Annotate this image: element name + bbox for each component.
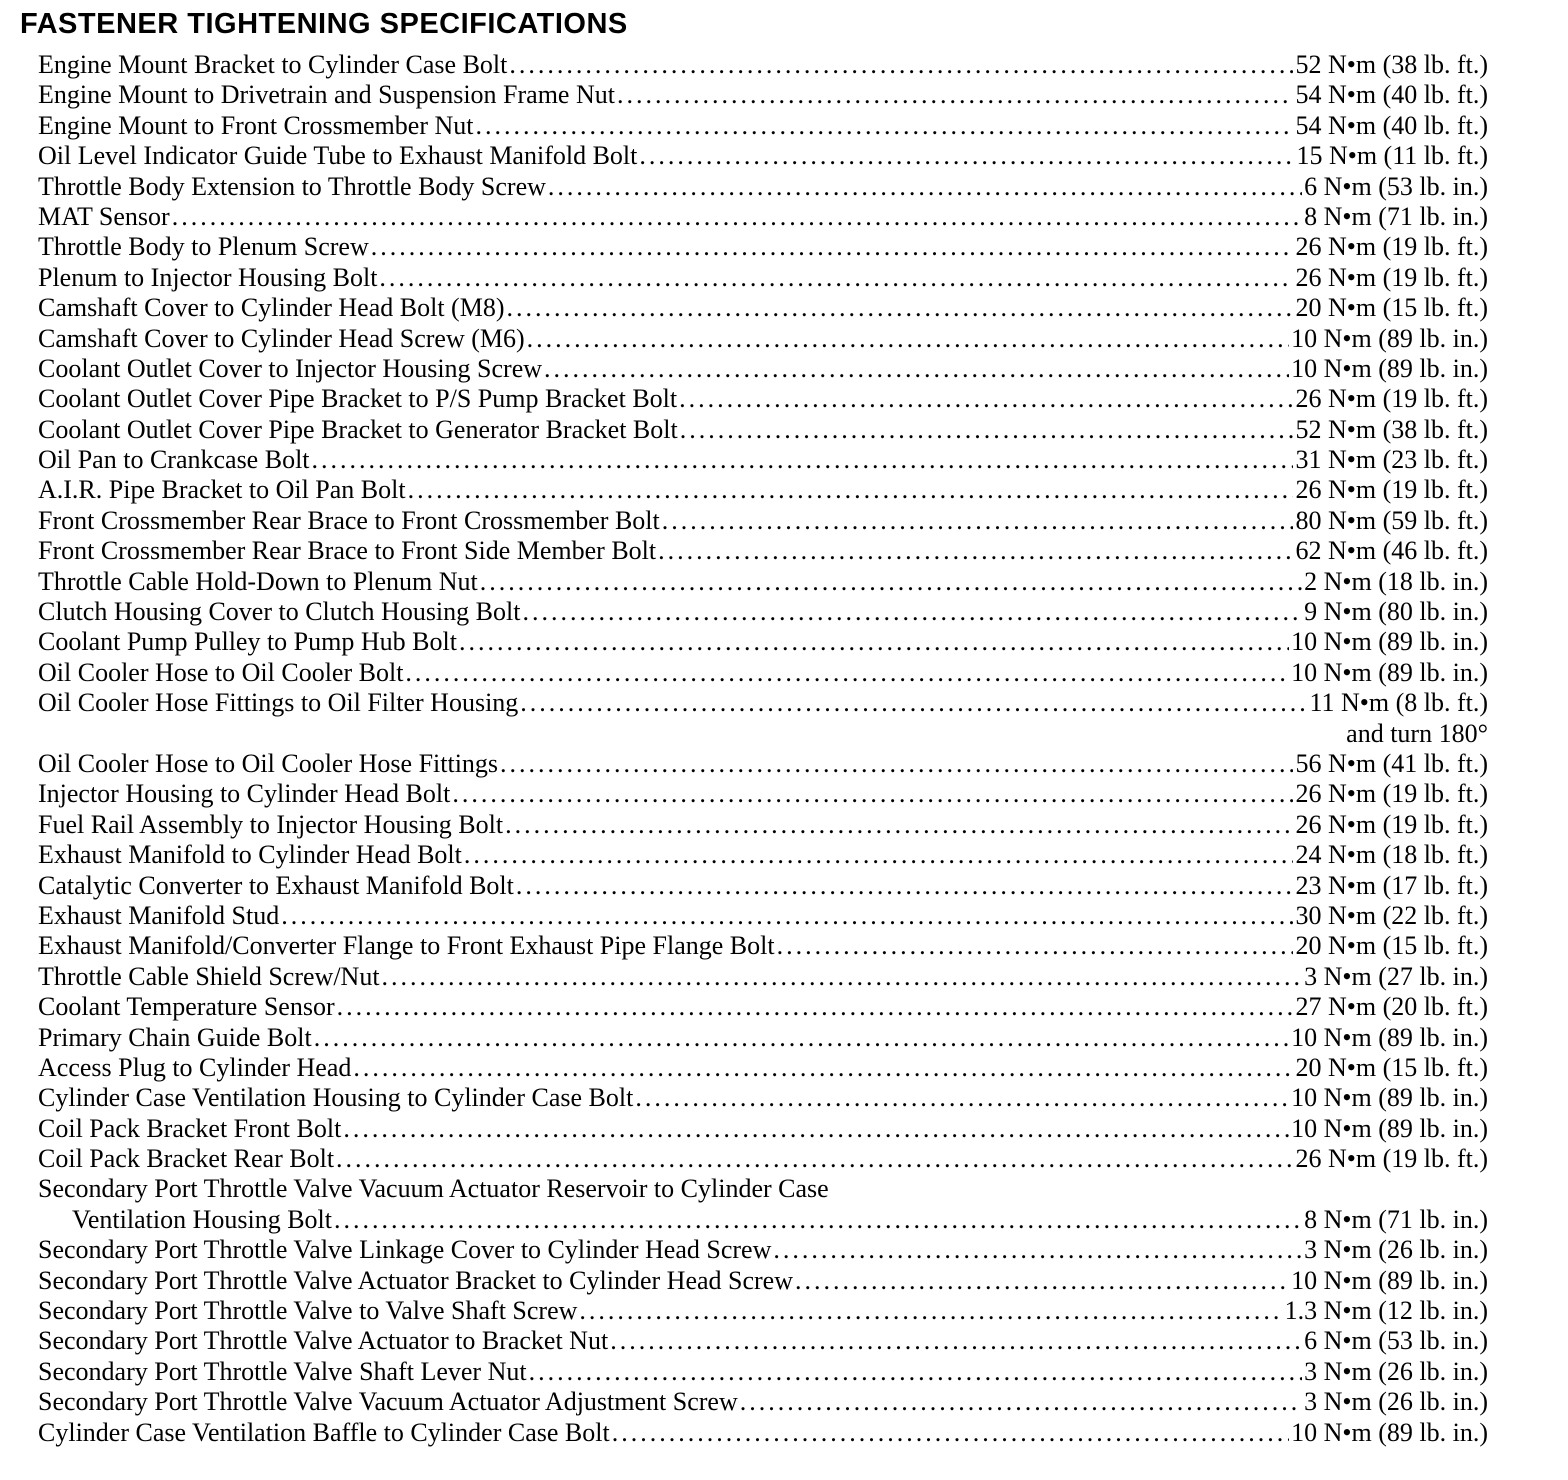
spec-value: 62 N•m (46 lb. ft.): [1295, 536, 1488, 566]
dot-leader: [500, 749, 1293, 779]
spec-row: [38, 80, 1488, 110]
spec-value: 20 N•m (15 lb. ft.): [1295, 931, 1488, 961]
dot-leader: [464, 840, 1294, 870]
spec-row: [38, 141, 1488, 171]
spec-label: Coolant Outlet Cover Pipe Bracket to Generator Bracket Bolt: [38, 414, 678, 444]
spec-label: Secondary Port Throttle Valve to Valve Shaft Screw: [38, 1296, 578, 1326]
spec-value: 80 N•m (59 lb. ft.): [1295, 505, 1488, 535]
dot-leader: [679, 384, 1293, 414]
dot-leader: [343, 1114, 1289, 1144]
spec-label: Injector Housing to Cylinder Head Bolt: [38, 779, 451, 809]
dot-leader: [408, 475, 1294, 505]
spec-label: Coolant Temperature Sensor: [38, 992, 335, 1022]
spec-value: 3 N•m (27 lb. in.): [1304, 961, 1488, 991]
spec-row: [38, 1387, 1488, 1417]
spec-value: 26 N•m (19 lb. ft.): [1295, 475, 1488, 505]
spec-label: Secondary Port Throttle Valve Actuator Bracket to Cylinder Head Screw: [38, 1265, 794, 1295]
spec-label: Secondary Port Throttle Valve Vacuum Actuator Adjustment Screw: [38, 1387, 738, 1417]
spec-value: 8 N•m (71 lb. in.): [1304, 1204, 1488, 1234]
spec-value: 10 N•m (89 lb. in.): [1291, 353, 1488, 383]
spec-row: [38, 384, 1488, 414]
spec-value: 3 N•m (26 lb. in.): [1304, 1235, 1488, 1265]
spec-label: Oil Pan to Crankcase Bolt: [38, 445, 310, 475]
spec-value: 8 N•m (71 lb. in.): [1304, 201, 1488, 231]
spec-label: Oil Cooler Hose to Oil Cooler Hose Fittings: [38, 748, 499, 778]
dot-leader: [658, 536, 1293, 566]
spec-label: Camshaft Cover to Cylinder Head Bolt (M8): [38, 293, 505, 323]
spec-row: [38, 931, 1488, 961]
dot-leader: [635, 1083, 1289, 1113]
spec-value: 52 N•m (38 lb. ft.): [1295, 414, 1488, 444]
dot-leader: [334, 1205, 1302, 1235]
spec-value: 27 N•m (20 lb. ft.): [1295, 992, 1488, 1022]
spec-row: [38, 415, 1488, 445]
spec-label: Coil Pack Bracket Front Bolt: [38, 1113, 342, 1143]
spec-note-text: and turn 180°: [1346, 718, 1488, 748]
spec-value: 26 N•m (19 lb. ft.): [1295, 384, 1488, 414]
spec-row: [38, 445, 1488, 475]
dot-leader: [312, 445, 1294, 475]
spec-value: 3 N•m (26 lb. in.): [1304, 1356, 1488, 1386]
spec-value: 26 N•m (19 lb. ft.): [1295, 809, 1488, 839]
spec-value: 2 N•m (18 lb. in.): [1304, 566, 1488, 596]
spec-row: [38, 688, 1488, 718]
spec-label: Fuel Rail Assembly to Injector Housing Bolt: [38, 809, 504, 839]
dot-leader: [314, 1023, 1289, 1053]
dot-leader: [172, 202, 1302, 232]
spec-row: [38, 1296, 1488, 1326]
spec-label: Coolant Outlet Cover to Injector Housing Screw: [38, 353, 543, 383]
dot-leader: [337, 992, 1294, 1022]
spec-label: Front Crossmember Rear Brace to Front Crossmember Bolt: [38, 505, 660, 535]
spec-value: 26 N•m (19 lb. ft.): [1295, 779, 1488, 809]
spec-label: Exhaust Manifold to Cylinder Head Bolt: [38, 840, 462, 870]
spec-value: 24 N•m (18 lb. ft.): [1295, 840, 1488, 870]
spec-row: [38, 1418, 1488, 1448]
spec-label: Throttle Body Extension to Throttle Body Screw: [38, 171, 546, 201]
dot-leader: [680, 415, 1294, 445]
spec-label: Oil Cooler Hose to Oil Cooler Bolt: [38, 657, 404, 687]
spec-label: Oil Level Indicator Guide Tube to Exhaust Manifold Bolt: [38, 141, 638, 171]
spec-label: Throttle Cable Shield Screw/Nut: [38, 961, 380, 991]
dot-leader: [740, 1387, 1302, 1417]
dot-leader: [281, 901, 1293, 931]
spec-row: [38, 172, 1488, 202]
spec-value: 10 N•m (89 lb. in.): [1291, 1113, 1488, 1143]
spec-label: Camshaft Cover to Cylinder Head Screw (M6): [38, 323, 525, 353]
dot-leader: [527, 324, 1289, 354]
spec-value: 1.3 N•m (12 lb. in.): [1284, 1296, 1488, 1326]
spec-row: [38, 536, 1488, 566]
dot-leader: [480, 567, 1302, 597]
spec-row: [38, 1053, 1488, 1083]
spec-label: Secondary Port Throttle Valve Shaft Lever Nut: [38, 1356, 527, 1386]
spec-label: Cylinder Case Ventilation Housing to Cylinder Case Bolt: [38, 1083, 634, 1113]
dot-leader: [662, 506, 1294, 536]
dot-leader: [509, 50, 1293, 80]
dot-leader: [579, 1296, 1282, 1326]
spec-label: A.I.R. Pipe Bracket to Oil Pan Bolt: [38, 475, 406, 505]
spec-row: [38, 1114, 1488, 1144]
spec-list: [38, 50, 1488, 1448]
spec-value: 52 N•m (38 lb. ft.): [1295, 50, 1488, 79]
spec-value: 31 N•m (23 lb. ft.): [1295, 445, 1488, 475]
spec-label: Exhaust Manifold/Converter Flange to Front Exhaust Pipe Flange Bolt: [38, 931, 775, 961]
dot-leader: [777, 931, 1294, 961]
dot-leader: [336, 1144, 1293, 1174]
spec-label: Oil Cooler Hose Fittings to Oil Filter Housing: [38, 688, 519, 718]
spec-label: Clutch Housing Cover to Clutch Housing Bolt: [38, 597, 521, 627]
dot-leader: [405, 658, 1289, 688]
spec-label: Throttle Body to Plenum Screw: [38, 232, 369, 262]
spec-value: 23 N•m (17 lb. ft.): [1295, 870, 1488, 900]
spec-value: 3 N•m (26 lb. in.): [1304, 1387, 1488, 1417]
spec-value: 20 N•m (15 lb. ft.): [1295, 1052, 1488, 1082]
spec-row: [38, 1357, 1488, 1387]
spec-row: [38, 1205, 1488, 1235]
spec-row: [38, 597, 1488, 627]
spec-row: [38, 50, 1488, 80]
spec-row: [38, 202, 1488, 232]
dot-leader: [612, 1418, 1289, 1448]
spec-row: [38, 1174, 1488, 1204]
spec-label: Catalytic Converter to Exhaust Manifold Bolt: [38, 870, 514, 900]
spec-label: Access Plug to Cylinder Head: [38, 1052, 352, 1082]
spec-value: 26 N•m (19 lb. ft.): [1295, 1144, 1488, 1174]
spec-value: 10 N•m (89 lb. in.): [1291, 627, 1488, 657]
spec-row: [38, 1266, 1488, 1296]
dot-leader: [773, 1235, 1302, 1265]
spec-row: [38, 901, 1488, 931]
spec-label: Coil Pack Bracket Rear Bolt: [38, 1144, 335, 1174]
dot-leader: [379, 263, 1293, 293]
spec-label: Coolant Pump Pulley to Pump Hub Bolt: [38, 627, 457, 657]
dot-leader: [452, 779, 1293, 809]
spec-row: [38, 658, 1488, 688]
spec-label: Primary Chain Guide Bolt: [38, 1022, 312, 1052]
page-title: FASTENER TIGHTENING SPECIFICATIONS: [20, 8, 628, 40]
spec-value: 10 N•m (89 lb. in.): [1291, 1265, 1488, 1295]
spec-value: 10 N•m (89 lb. in.): [1291, 1022, 1488, 1052]
spec-row: [38, 232, 1488, 262]
spec-label: Coolant Outlet Cover Pipe Bracket to P/S Pump Bracket Bolt: [38, 384, 678, 414]
spec-row: [38, 962, 1488, 992]
dot-leader: [548, 172, 1302, 202]
dot-leader: [459, 627, 1289, 657]
dot-leader: [520, 688, 1307, 718]
spec-row: [38, 810, 1488, 840]
spec-value: 54 N•m (40 lb. ft.): [1295, 110, 1488, 140]
dot-leader: [353, 1053, 1293, 1083]
dot-leader: [529, 1357, 1303, 1387]
spec-label: Exhaust Manifold Stud: [38, 900, 280, 930]
spec-value: 11 N•m (8 lb. ft.): [1309, 688, 1488, 718]
spec-value: 10 N•m (89 lb. in.): [1291, 323, 1488, 353]
spec-row: [38, 1144, 1488, 1174]
spec-row: [38, 779, 1488, 809]
spec-value: 26 N•m (19 lb. ft.): [1295, 262, 1488, 292]
spec-row: [38, 111, 1488, 141]
dot-leader: [506, 293, 1293, 323]
dot-leader: [639, 141, 1294, 171]
spec-row: [38, 871, 1488, 901]
spec-value: 20 N•m (15 lb. ft.): [1295, 293, 1488, 323]
spec-row: [38, 992, 1488, 1022]
spec-row: [38, 354, 1488, 384]
spec-value: 10 N•m (89 lb. in.): [1291, 1417, 1488, 1447]
spec-label: MAT Sensor: [38, 201, 170, 231]
dot-leader: [544, 354, 1289, 384]
spec-label: Engine Mount to Front Crossmember Nut: [38, 110, 474, 140]
spec-row: [38, 627, 1488, 657]
spec-label: Front Crossmember Rear Brace to Front Side Member Bolt: [38, 536, 657, 566]
spec-value: 6 N•m (53 lb. in.): [1304, 171, 1488, 201]
spec-note: [38, 719, 1488, 749]
spec-value: 10 N•m (89 lb. in.): [1291, 1083, 1488, 1113]
spec-row: [38, 293, 1488, 323]
spec-value: 30 N•m (22 lb. ft.): [1295, 900, 1488, 930]
spec-row: [38, 1083, 1488, 1113]
spec-value: 10 N•m (89 lb. in.): [1291, 657, 1488, 687]
spec-value: 26 N•m (19 lb. ft.): [1295, 232, 1488, 262]
spec-label: Secondary Port Throttle Valve Vacuum Actuator Reservoir to Cylinder Case: [38, 1174, 829, 1204]
spec-value: 6 N•m (53 lb. in.): [1304, 1326, 1488, 1356]
spec-label: Plenum to Injector Housing Bolt: [38, 262, 378, 292]
dot-leader: [795, 1266, 1289, 1296]
dot-leader: [505, 810, 1293, 840]
spec-label: Secondary Port Throttle Valve Linkage Cover to Cylinder Head Screw: [38, 1235, 772, 1265]
dot-leader: [475, 111, 1293, 141]
spec-value: 15 N•m (11 lb. ft.): [1296, 141, 1488, 171]
dot-leader: [522, 597, 1302, 627]
spec-row: [38, 567, 1488, 597]
spec-label: Cylinder Case Ventilation Baffle to Cylinder Case Bolt: [38, 1417, 610, 1447]
spec-label: Ventilation Housing Bolt: [72, 1204, 332, 1234]
spec-row: [38, 1023, 1488, 1053]
spec-row: [38, 475, 1488, 505]
spec-row: [38, 1326, 1488, 1356]
spec-row: [38, 1235, 1488, 1265]
spec-label: Throttle Cable Hold-Down to Plenum Nut: [38, 566, 478, 596]
spec-row: [38, 263, 1488, 293]
spec-value: 9 N•m (80 lb. in.): [1304, 597, 1488, 627]
spec-row: [38, 749, 1488, 779]
dot-leader: [382, 962, 1303, 992]
spec-row: [38, 506, 1488, 536]
dot-leader: [617, 80, 1293, 110]
dot-leader: [516, 871, 1294, 901]
dot-leader: [371, 232, 1294, 262]
spec-label: Secondary Port Throttle Valve Actuator to Bracket Nut: [38, 1326, 609, 1356]
spec-label: Engine Mount to Drivetrain and Suspension Frame Nut: [38, 80, 615, 110]
spec-value: 56 N•m (41 lb. ft.): [1295, 748, 1488, 778]
dot-leader: [610, 1326, 1302, 1356]
spec-row: [38, 324, 1488, 354]
spec-label: Engine Mount Bracket to Cylinder Case Bolt: [38, 50, 508, 79]
spec-value: 54 N•m (40 lb. ft.): [1295, 80, 1488, 110]
spec-row: [38, 840, 1488, 870]
